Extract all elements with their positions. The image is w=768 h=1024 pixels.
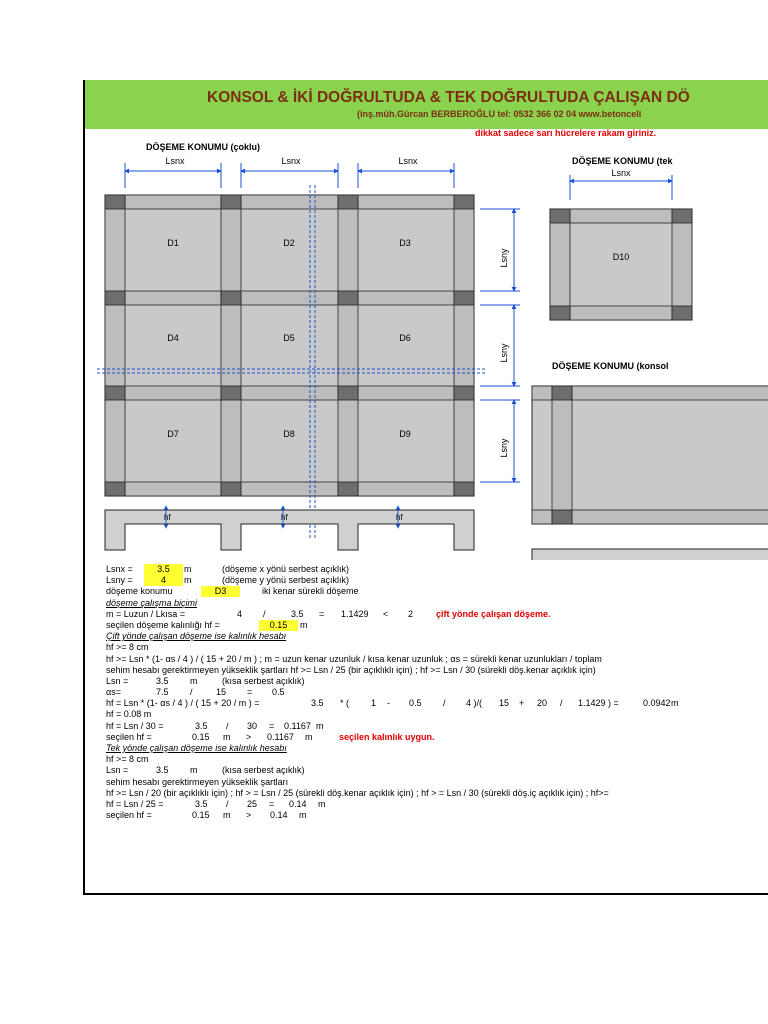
author-contact: (inş.müh.Gürcan BERBEROĞLU tel: 0532 366 02 04 www.betonceli — [357, 109, 642, 119]
section-heading: Tek yönde çalışan döşeme ise kalınlık hesabı — [106, 743, 287, 753]
lsnx-input[interactable]: 3.5 — [144, 564, 183, 575]
lsnx-label: Lsnx — [398, 156, 418, 166]
calculation-block: Lsnx = 3.5 m (döşeme x yönü serbest açıklık) Lsny = 4 m (döşeme y yönü serbest açıklık) döşeme konumu D3 iki kenar sürekli döşeme döşeme çalışma biçimi m = Luzun / Lkısa = 4 / 3.5 = 1.1429 < 2 çift yönde çalışan döşeme. seçilen döşeme kalınlığı hf = 0.15 m Çift yönde çalışan döşeme ise kalınlık hesabı hf >= 8 cm hf >= Lsn * (1- αs / 4 ) / ( 15 + 20 / m ) ; m = uzun kenar uzunluk / kısa kenar uzunluk ; αs = sürekli kenar uzunlukları / toplam sehim hesabı gerektirmeyen yükseklik şartları hf >= Lsn / 25 (bir açıklıklı için) ; hf >= Lsn / 30 (sürekli döş.kenar açıklık için) Lsn = 3.5 m (kısa serbest açıklık) αs= 7.5 / 15 = 0.5 hf = Lsn * (1- αs / 4 ) / ( 15 + 20 / m ) = 3.5 * ( 1 - 0.5 / 4 )/( 15 + 20 / 1.1429 ) = 0.0942 m hf = 0.08 m hf = Lsn / 30 = 3.5 / 30 = 0.1167 m seçilen hf = 0.15 m > 0.1167 m seçilen kalınlık uygun. Tek yönde çalışan döşeme ise kalınlık hesabı hf >= 8 cm Lsn = 3.5 m (kısa serbest açıklık) sehim hesabı gerektirmeyen yükseklik şartları hf >= Lsn / 20 (bir açıklıklı için) ; hf > = Lsn / 25 (sürekli döş.kenar açıklık için) ; hf > = Lsn / 30 (sürekli döş.iç açıklık için) ; hf>= hf = Lsn / 25 = 3.5 / 25 = 0.14 m seçilen hf = 0.15 m > 0.14 m — [106, 564, 768, 821]
calc-row-ratio: m = Luzun / Lkısa = 4 / 3.5 = 1.1429 < 2 çift yönde çalışan döşeme. — [106, 608, 551, 619]
hf-label: hf — [281, 513, 288, 522]
hf-label: hf — [396, 513, 403, 522]
calc-row-lsnx: Lsnx = 3.5 m (döşeme x yönü serbest açıklık) — [106, 564, 350, 574]
slab-position-input[interactable]: D3 — [201, 586, 240, 597]
multi-layout-title: DÖŞEME KONUMU (çoklu) — [146, 142, 261, 152]
slab-label: D5 — [283, 333, 295, 343]
lsny-input[interactable]: 4 — [144, 575, 183, 586]
lsnx-label: Lsnx — [611, 168, 631, 178]
lsny-label: Lsny — [499, 248, 509, 268]
slab-label: D2 — [283, 238, 295, 248]
worksheet — [83, 80, 768, 895]
calc-row-position: döşeme konumu D3 iki kenar sürekli döşeme — [106, 586, 359, 597]
section-heading: döşeme çalışma biçimi — [106, 597, 198, 608]
calc-row-lsny: Lsny = 4 m (döşeme y yönü serbest açıklık) — [106, 575, 350, 586]
slab-label: D7 — [167, 429, 179, 439]
calc-row-check: seçilen hf = 0.15 m > 0.1167 m seçilen kalınlık uygun. — [106, 731, 435, 742]
working-mode-result: çift yönde çalışan döşeme. — [436, 608, 551, 619]
lsnx-label: Lsnx — [165, 156, 185, 166]
lsnx-label: Lsnx — [281, 156, 301, 166]
calc-row-thickness: seçilen döşeme kalınlığı hf = 0.15 m — [106, 619, 308, 630]
thickness-input[interactable]: 0.15 — [259, 620, 298, 631]
slab-diagrams — [85, 80, 768, 560]
slab-label: D9 — [399, 429, 411, 439]
input-warning: dikkat sadece sarı hücrelere rakam giriniz. — [475, 128, 657, 138]
slab-label: D8 — [283, 429, 295, 439]
page-title: KONSOL & İKİ DOĞRULTUDA & TEK DOĞRULTUDA ÇALIŞAN DÖ — [207, 89, 690, 106]
section-heading: Çift yönde çalışan döşeme ise kalınlık hesabı — [106, 631, 287, 642]
check-result: seçilen kalınlık uygun. — [339, 731, 435, 742]
hf-label: hf — [164, 513, 171, 522]
slab-label: D6 — [399, 333, 411, 343]
slab-label: D10 — [612, 252, 630, 262]
console-layout-title: DÖŞEME KONUMU (konsol — [552, 361, 669, 371]
console-slab-plan — [532, 386, 768, 560]
single-slab-plan — [550, 168, 692, 320]
multi-slab-plan — [97, 185, 485, 540]
multi-slab-section — [105, 506, 474, 550]
single-layout-title: DÖŞEME KONUMU (tek — [572, 156, 673, 166]
slab-label: D1 — [167, 238, 179, 248]
lsny-label: Lsny — [499, 343, 509, 363]
slab-label: D3 — [399, 238, 411, 248]
slab-label: D4 — [167, 333, 179, 343]
lsny-label: Lsny — [499, 438, 509, 458]
lsnx-dimensions — [125, 163, 454, 188]
